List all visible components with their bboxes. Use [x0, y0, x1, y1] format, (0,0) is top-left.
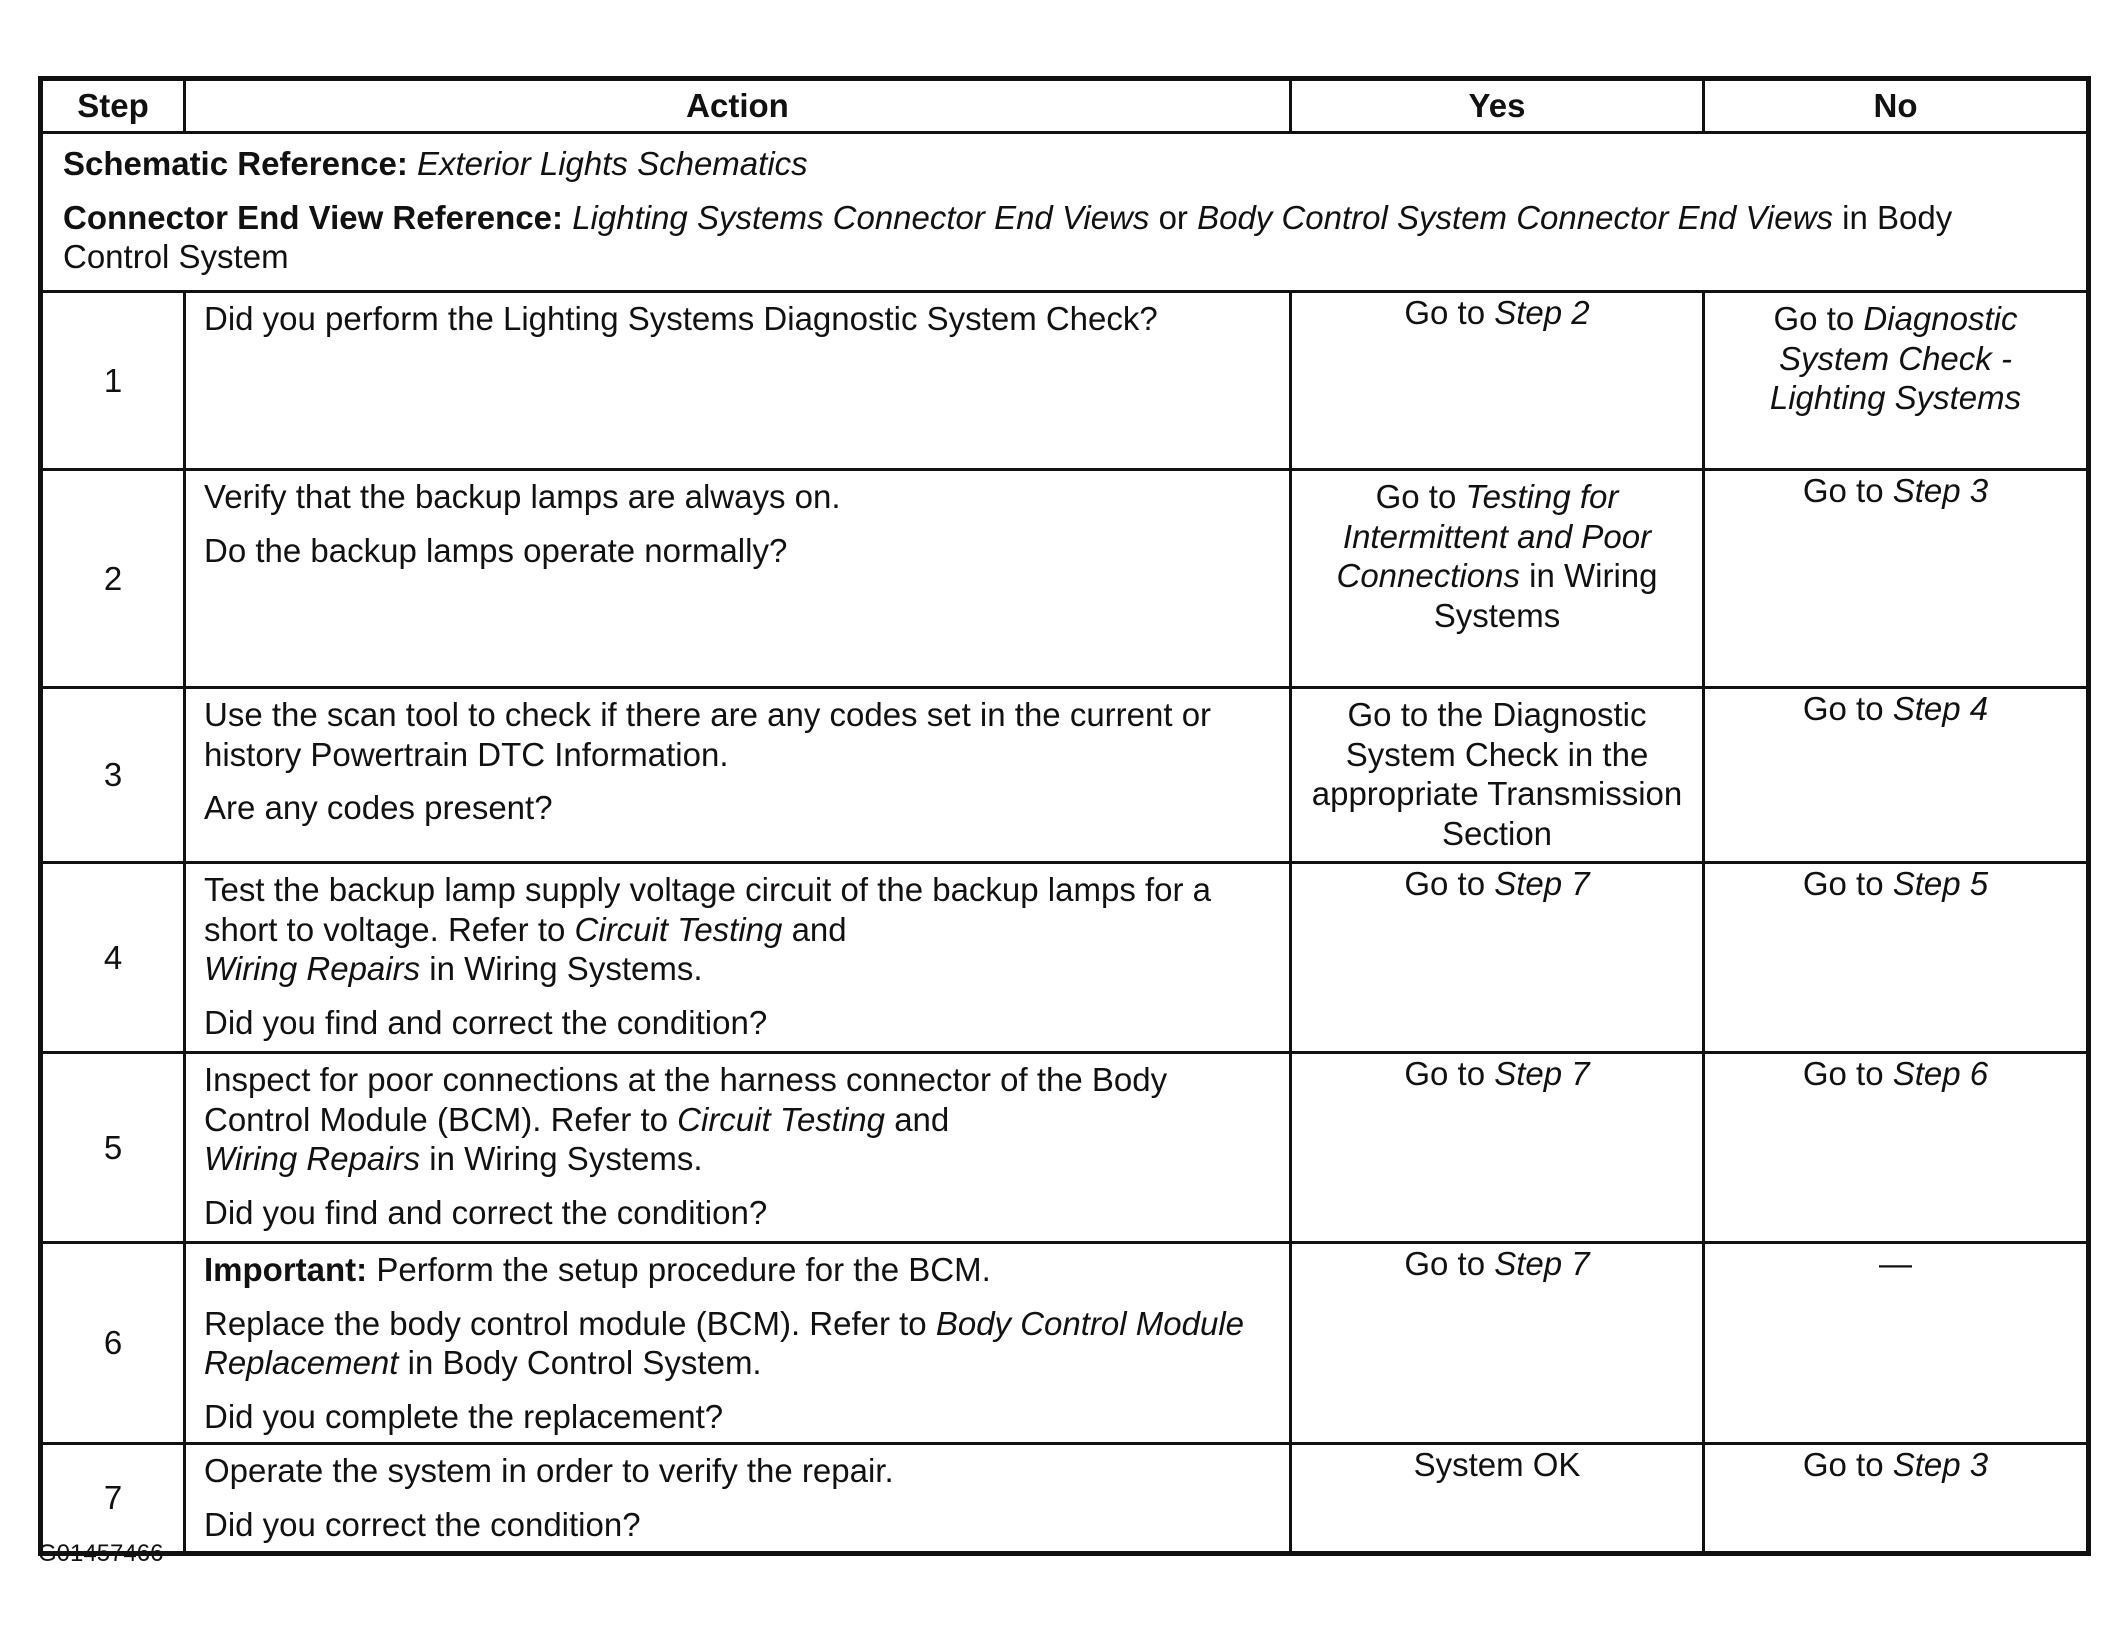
important-label: Important:	[204, 1251, 368, 1288]
yes-link[interactable]: Step 7	[1494, 865, 1590, 902]
yes-cell	[1291, 863, 1704, 1053]
step-number: 2	[41, 470, 185, 688]
action-cell	[185, 688, 1291, 863]
connector-reference-link-2[interactable]: Body Control System Connector End Views	[1197, 198, 1833, 236]
yes-cell	[1291, 470, 1704, 688]
circuit-testing-link[interactable]: Circuit Testing	[574, 910, 783, 948]
step-row-4	[41, 863, 2089, 1053]
no-goto[interactable]: Go to Step 5	[1802, 865, 1989, 902]
connector-reference	[63, 198, 2066, 277]
no-cell	[1704, 1444, 2089, 1553]
action-question: Do the backup lamps operate normally?	[204, 531, 788, 569]
yes-goto[interactable]: Go to Step 7	[1404, 1245, 1590, 1282]
yes-cell	[1291, 1243, 1704, 1444]
no-cell	[1704, 292, 2089, 470]
no-link[interactable]: Step 3	[1892, 1446, 1989, 1484]
yes-text: System OK	[1413, 1446, 1581, 1484]
action-cell	[185, 863, 1291, 1053]
no-cell	[1704, 1243, 2089, 1444]
action-question: Did you correct the condition?	[204, 1505, 641, 1543]
reference-cell	[41, 133, 2089, 292]
connector-reference-suffix: in Body Control System	[63, 198, 1953, 276]
wiring-repairs-link[interactable]: Wiring Repairs	[204, 950, 421, 988]
no-cell	[1704, 863, 2089, 1053]
no-goto[interactable]: Go to Diagnostic System Check - Lighting Systems	[1769, 300, 2022, 417]
no-goto[interactable]: Go to Step 4	[1802, 690, 1989, 727]
no-dash: —	[1879, 1245, 1912, 1282]
step-row-5	[41, 1053, 2089, 1243]
action-cell	[185, 470, 1291, 688]
step-number: 5	[41, 1053, 185, 1243]
no-goto[interactable]: Go to Step 3	[1802, 1446, 1989, 1484]
action-text: Use the scan tool to check if there are any codes set in the current or history Powertrain DTC Information.	[204, 696, 1212, 773]
yes-cell	[1291, 688, 1704, 863]
no-goto[interactable]: Go to Step 3	[1802, 472, 1989, 509]
connector-reference-label: Connector End View Reference:	[63, 198, 564, 236]
header-action: Action	[185, 79, 1291, 133]
reference-row	[41, 133, 2089, 292]
no-link[interactable]: Step 5	[1892, 865, 1989, 902]
step-row-3	[41, 688, 2089, 863]
yes-cell	[1291, 1444, 1704, 1553]
schematic-reference-label: Schematic Reference:	[63, 145, 408, 182]
diagnostic-table	[38, 76, 2091, 1556]
step-row-6	[41, 1243, 2089, 1444]
yes-goto[interactable]: Go to Testing for Intermittent and Poor Connections in Wiring Systems	[1336, 478, 1658, 634]
no-cell	[1704, 688, 2089, 863]
header-step: Step	[41, 79, 185, 133]
action-cell	[185, 1243, 1291, 1444]
important-note: Important: Perform the setup procedure for the BCM.	[204, 1251, 991, 1288]
action-question: Did you find and correct the condition?	[204, 1193, 768, 1231]
step-number: 7	[41, 1444, 185, 1553]
step-number: 3	[41, 688, 185, 863]
no-goto[interactable]: Go to Step 6	[1802, 1055, 1989, 1092]
schematic-reference-link[interactable]: Exterior Lights Schematics	[417, 145, 808, 182]
connector-reference-or: or	[1158, 198, 1188, 236]
step-number: 1	[41, 292, 185, 470]
action-text: Verify that the backup lamps are always on.	[204, 478, 841, 515]
header-no: No	[1704, 79, 2089, 133]
action-question: Did you complete the replacement?	[204, 1397, 724, 1435]
step-row-7	[41, 1444, 2089, 1553]
connector-reference-link-1[interactable]: Lighting Systems Connector End Views	[572, 198, 1150, 236]
yes-goto[interactable]: Go to Step 7	[1404, 865, 1590, 902]
step-row-1	[41, 292, 2089, 470]
action-text: Operate the system in order to verify the repair.	[204, 1452, 894, 1490]
action-cell	[185, 292, 1291, 470]
yes-link[interactable]: Step 7	[1494, 1055, 1590, 1092]
yes-link[interactable]: Testing for Intermittent and Poor Connections	[1336, 478, 1652, 595]
action-cell	[185, 1444, 1291, 1553]
no-cell	[1704, 470, 2089, 688]
schematic-reference	[63, 144, 2066, 184]
action-question: Are any codes present?	[204, 789, 553, 827]
no-link[interactable]: Step 4	[1892, 690, 1989, 727]
step-row-2	[41, 470, 2089, 688]
yes-text: Go to the Diagnostic System Check in the appropriate Transmission Section	[1311, 696, 1683, 852]
no-cell	[1704, 1053, 2089, 1243]
yes-goto[interactable]: Go to Step 7	[1404, 1055, 1590, 1092]
action-text: Replace the body control module (BCM). Refer to Body Control Module Replacement in Body Control System.	[204, 1304, 1245, 1382]
step-number: 4	[41, 863, 185, 1053]
step-number: 6	[41, 1243, 185, 1444]
wiring-repairs-link[interactable]: Wiring Repairs	[204, 1140, 421, 1178]
no-link[interactable]: Diagnostic System Check - Lighting Systems	[1769, 300, 2022, 417]
yes-cell	[1291, 292, 1704, 470]
action-text: Inspect for poor connections at the harness connector of the Body Control Module (BCM). Refer to Circuit Testing and Wiring Repairs in Wiring Systems.	[204, 1061, 1168, 1178]
figure-id: G01457466	[38, 1540, 164, 1567]
action-cell	[185, 1053, 1291, 1243]
no-link[interactable]: Step 3	[1892, 472, 1989, 509]
no-link[interactable]: Step 6	[1892, 1055, 1989, 1092]
yes-link[interactable]: Step 7	[1494, 1245, 1590, 1282]
yes-goto[interactable]: Go to Step 2	[1404, 294, 1590, 331]
yes-link[interactable]: Step 2	[1494, 294, 1590, 331]
action-text: Did you perform the Lighting Systems Diagnostic System Check?	[204, 300, 1158, 337]
circuit-testing-link[interactable]: Circuit Testing	[677, 1100, 886, 1138]
action-text: Test the backup lamp supply voltage circuit of the backup lamps for a short to voltage. Refer to Circuit Testing and Wiring Repairs in Wiring Systems.	[204, 871, 1212, 988]
header-yes: Yes	[1291, 79, 1704, 133]
bcm-replacement-link[interactable]: Body Control Module Replacement	[204, 1304, 1245, 1382]
header-row	[41, 79, 2089, 133]
action-question: Did you find and correct the condition?	[204, 1003, 768, 1041]
yes-cell	[1291, 1053, 1704, 1243]
